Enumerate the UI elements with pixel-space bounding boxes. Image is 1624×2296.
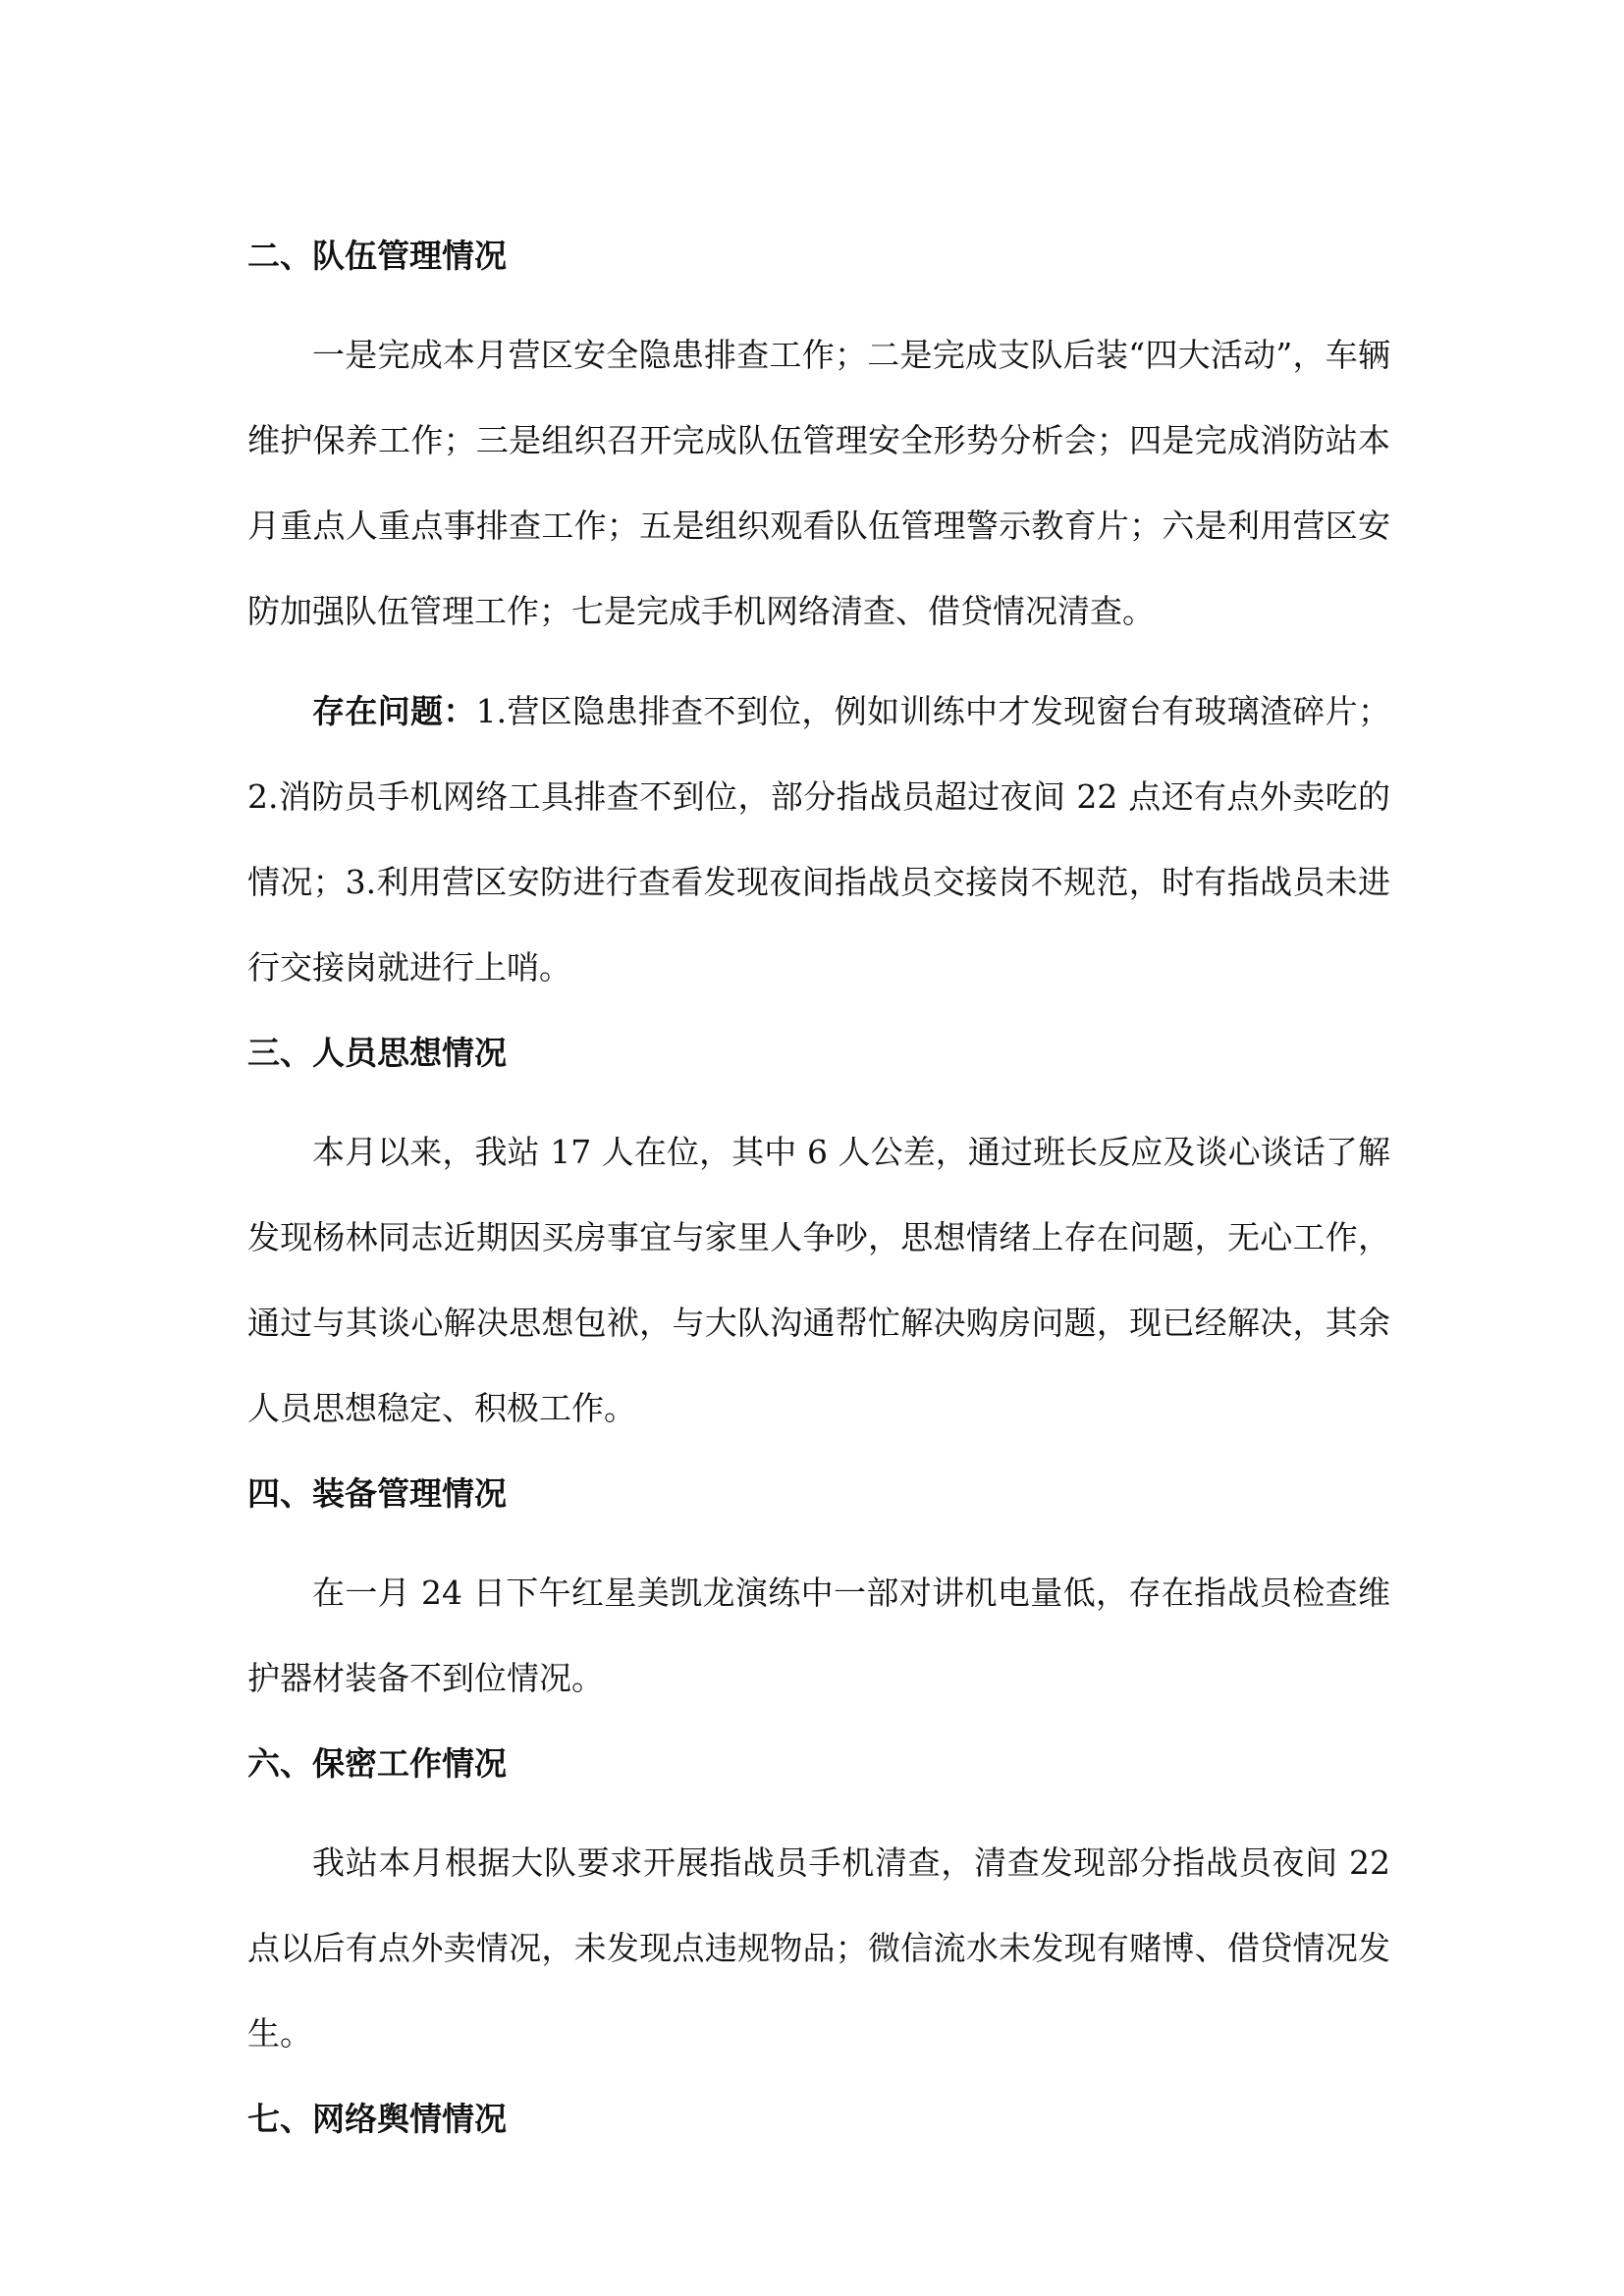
section-heading-equipment-management: 四、装备管理情况 xyxy=(247,1474,507,1513)
problems-label: 存在问题： xyxy=(312,692,476,730)
section-heading-team-management: 二、队伍管理情况 xyxy=(247,237,507,275)
equipment-management-paragraph: 在一月 24 日下午红星美凯龙演练中一部对讲机电量低，存在指战员检查维护器材装备不到位情况。 xyxy=(247,1574,1390,1697)
team-management-problems-paragraph xyxy=(247,668,1390,1010)
personnel-thought-paragraph: 本月以来，我站 17 人在位，其中 6 人公差，通过班长反应及谈心谈话了解发现杨林同志近期因买房事宜与家里人争吵，思想情绪上存在问题，无心工作，通过与其谈心解决思想包袱，与大队沟通帮忙解决购房问题，现已经解决，其余人员思想稳定、积极工作。 xyxy=(247,1133,1390,1427)
section-heading-online-opinion: 七、网络舆情情况 xyxy=(247,2100,507,2138)
document-page xyxy=(247,228,1390,2175)
section-heading-confidentiality: 六、保密工作情况 xyxy=(247,1744,507,1783)
team-management-paragraph: 一是完成本月营区安全隐患排查工作；二是完成支队后装“四大活动”，车辆维护保养工作；三是组织召开完成队伍管理安全形势分析会；四是完成消防站本月重点人重点事排查工作；五是组织观看队伍管理警示教育片；六是利用营区安防加强队伍管理工作；七是完成手机网络清查、借贷情况清查。 xyxy=(247,336,1390,630)
section-heading-personnel-thought: 三、人员思想情况 xyxy=(247,1034,507,1072)
problems-text: 1.营区隐患排查不到位，例如训练中才发现窗台有玻璃渣碎片；2.消防员手机网络工具排查不到位，部分指战员超过夜间 22 点还有点外卖吃的情况；3.利用营区安防进行查看发现夜间指战员交接岗不规范，时有指战员未进行交接岗就进行上哨。 xyxy=(247,692,1390,987)
confidentiality-paragraph: 我站本月根据大队要求开展指战员手机清查，清查发现部分指战员夜间 22 点以后有点外卖情况，未发现点违规物品；微信流水未发现有赌博、借贷情况发生。 xyxy=(247,1843,1390,2053)
